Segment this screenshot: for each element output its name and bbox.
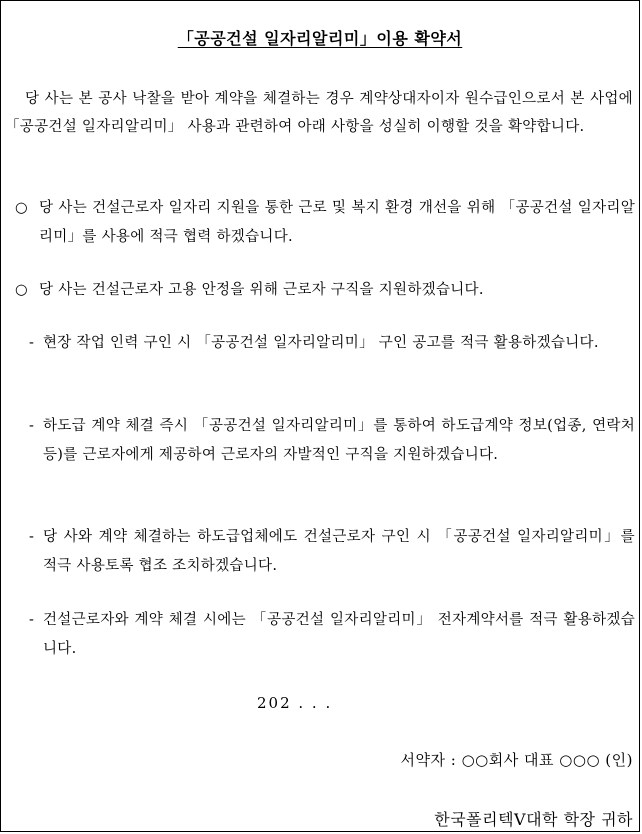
detail-item: - 건설근로자와 계약 체결 시에는 「공공건설 일자리알리미」 전자계약서를 적극 활용하겠습니다. (29, 606, 635, 664)
dash-bullet: - (29, 418, 35, 434)
dash-bullet: - (29, 529, 35, 545)
commitment-item: ○ 당 사는 건설근로자 고용 안정을 위해 근로자 구직을 지원하겠습니다. (15, 276, 635, 305)
intro-paragraph: 당 사는 본 공사 낙찰을 받아 계약을 체결하는 경우 계약상대자이자 원수급인으로서 본 사업에 「공공건설 일자리알리미」 사용과 관련하여 아래 사항을 성실히 이행할 것을 확약합니다. (5, 91, 633, 135)
document-title: 「공공건설 일자리알리미」이용 확약서 (177, 29, 463, 48)
detail-item: - 현장 작업 인력 구인 시 「공공건설 일자리알리미」 구인 공고를 적극 활용하겠습니다. (29, 329, 635, 358)
detail-item: - 당 사와 계약 체결하는 하도급업체에도 건설근로자 구인 시 「공공건설 일자리알리미」를 적극 사용토록 협조 조치하겠습니다. (29, 523, 635, 581)
dash-bullet: - (29, 335, 35, 351)
addressee-line: 한국폴리텍V대학 학장 귀하 (434, 810, 633, 829)
dash-bullet: - (29, 612, 35, 628)
commitment-item: ○ 당 사는 건설근로자 일자리 지원을 통한 근로 및 복지 환경 개선을 위해 「공공건설 일자리알리미」를 사용에 적극 협력 하겠습니다. (15, 194, 635, 252)
date-line: 202 . . . (257, 694, 333, 712)
circle-bullet: ○ (15, 282, 28, 298)
detail-item: - 하도급 계약 체결 즉시 「공공건설 일자리알리미」를 통하여 하도급계약 정보(업종, 연락처 등)를 근로자에게 제공하여 근로자의 자발적인 구직을 지원하겠습니다. (29, 412, 635, 470)
signature-line: 서약자 : ○○회사 대표 ○○○ (인) (400, 751, 633, 769)
circle-bullet: ○ (15, 200, 28, 216)
